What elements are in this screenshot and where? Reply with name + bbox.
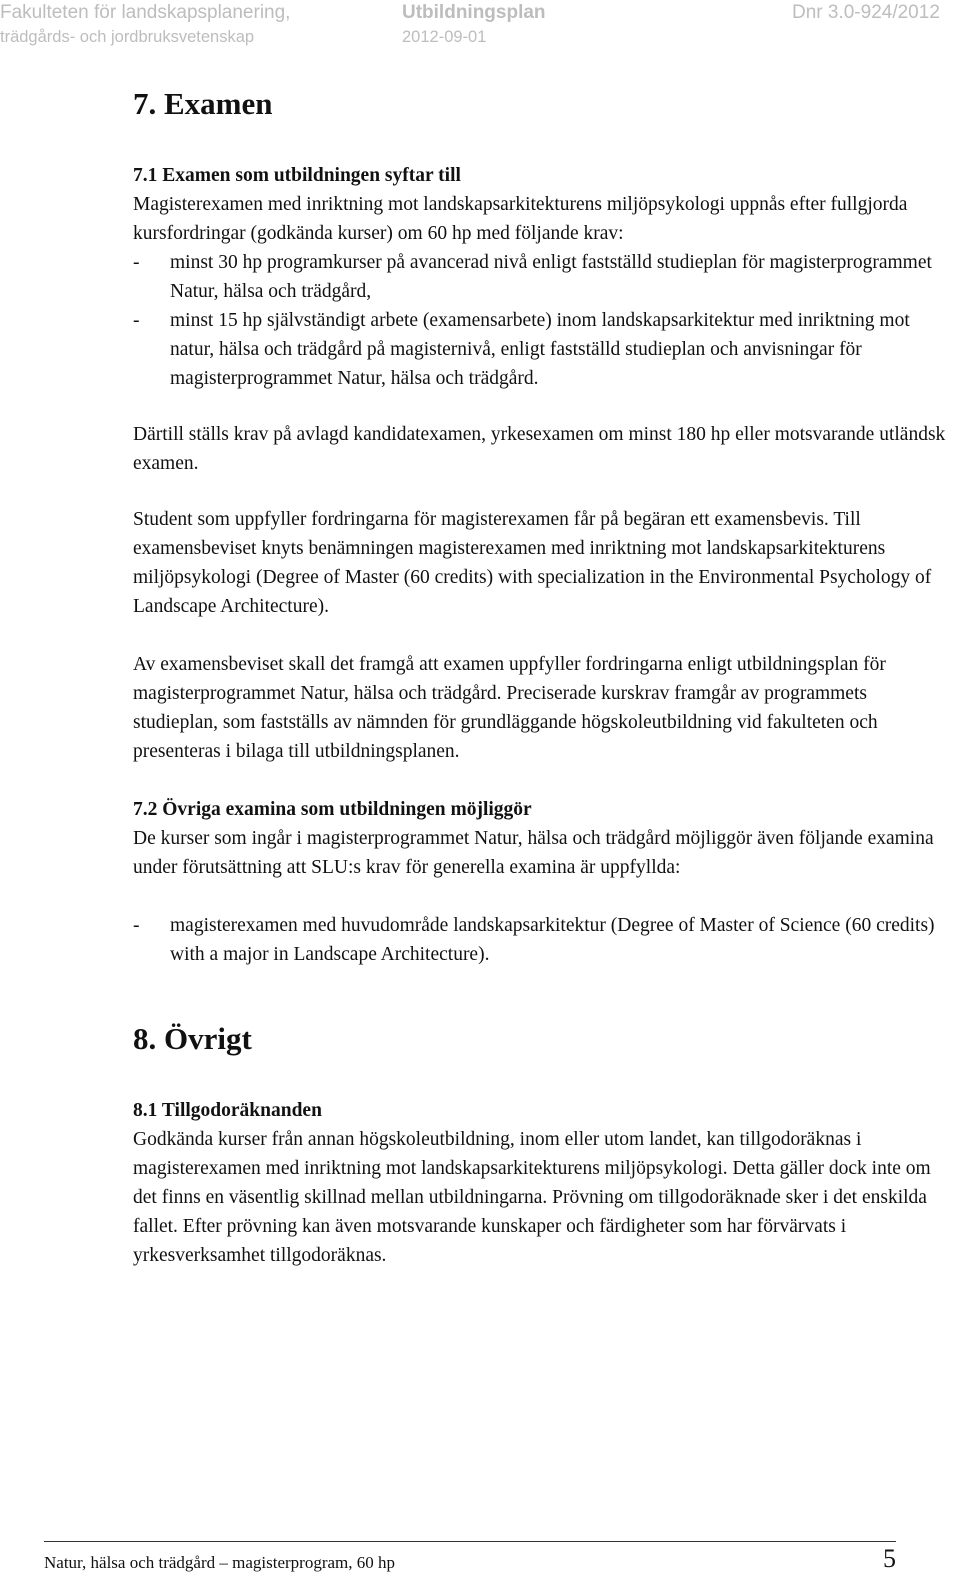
bullet-dash: - (133, 915, 140, 936)
header-document (402, 0, 546, 50)
spacer (133, 393, 953, 420)
header-reference-number: Dnr 3.0-924/2012 (792, 2, 940, 23)
section-8-1-text: Godkända kurser från annan högskoleutbildning, inom eller utom landet, kan tillgodoräknas i magisterexamen med inriktning mot landskapsarkitekturens miljöpsykologi. Detta gäller dock inte om det finns en väsentlig skillnad mellan utbildningarna. Prövning om tillgodoräknade sker i det enskilda fallet. Efter prövning kan även motsvarande kunskaper och färdigheter som har förvärvats i yrkesverksamhet tillgodoräknas. (133, 1129, 931, 1266)
page-number: 5 (883, 1544, 896, 1573)
spacer (133, 882, 953, 911)
bullet-dash: - (133, 310, 140, 331)
page-header (0, 0, 960, 50)
prerequisite-paragraph: Därtill ställs krav på avlagd kandidatexamen, yrkesexamen om minst 180 hp eller motsvarande utländsk examen. (133, 424, 946, 474)
spacer (133, 766, 953, 795)
document-body (133, 74, 953, 1270)
requirement-item (133, 306, 953, 393)
section-8-title: 8. Övrigt (133, 1021, 252, 1056)
degree-text: magisterexamen med huvudområde landskapsarkitektur (Degree of Master of Science (60 credits) with a major in Landscape Architecture). (170, 915, 935, 965)
section-7-2-intro: De kurser som ingår i magisterprogrammet Natur, hälsa och trädgård möjliggör även följande examina under förutsättning att SLU:s krav för generella examina är uppfyllda: (133, 828, 934, 878)
header-document-date: 2012-09-01 (402, 28, 487, 46)
requirement-text: minst 30 hp programkurser på avancerad nivå enligt fastställd studieplan för magisterprogrammet Natur, hälsa och trädgård, (170, 252, 932, 302)
footer-program-name: Natur, hälsa och trädgård – magisterprogram, 60 hp (44, 1553, 396, 1572)
requirement-item (133, 248, 953, 306)
header-reference (792, 0, 940, 25)
spacer (133, 1069, 953, 1096)
curriculum-paragraph: Av examensbeviset skall det framgå att examen uppfyller fordringarna enligt utbildningsplan för magisterprogrammet Natur, hälsa och trädgård. Preciserade kurskrav framgår av programmets studieplan, som fastställs av nämnden för grundläggande högskoleutbildning vid fakulteten och presenteras i bilaga till utbildningsplanen. (133, 654, 886, 762)
spacer (133, 478, 953, 505)
section-7-1-intro: Magisterexamen med inriktning mot landskapsarkitekturens miljöpsykologi uppnås efter fullgjorda kursfordringar (godkända kurser) om 60 hp med följande krav: (133, 194, 908, 244)
header-faculty-line2: trädgårds- och jordbruksvetenskap (0, 28, 255, 46)
bullet-dash: - (133, 252, 140, 273)
spacer (133, 621, 953, 650)
spacer (133, 134, 953, 161)
header-document-title: Utbildningsplan (402, 2, 546, 23)
certificate-paragraph: Student som uppfyller fordringarna för magisterexamen får på begäran ett examensbevis. Till examensbeviset knyts benämningen magisterexamen med inriktning mot landskapsarkitekturens miljöpsykologi (Degree of Master (60 credits) with specialization in the Environmental Psychology of Landscape Architecture). (133, 509, 932, 617)
degree-item (133, 911, 953, 969)
header-faculty-line1: Fakulteten för landskapsplanering, (0, 2, 291, 23)
section-8-1-heading: 8.1 Tillgodoräknanden (133, 1100, 322, 1121)
page-footer (44, 1541, 896, 1582)
section-7-1-heading: 7.1 Examen som utbildningen syftar till (133, 165, 461, 186)
spacer (133, 969, 953, 1009)
header-faculty (0, 0, 290, 50)
section-7-title: 7. Examen (133, 86, 273, 121)
requirement-text: minst 15 hp självständigt arbete (examensarbete) inom landskapsarkitektur med inriktning mot natur, hälsa och trädgård på magisternivå, enligt fastställd studieplan och anvisningar för magisterprogrammet Natur, hälsa och trädgård. (170, 310, 910, 389)
section-7-2-heading: 7.2 Övriga examina som utbildningen möjliggör (133, 799, 532, 820)
